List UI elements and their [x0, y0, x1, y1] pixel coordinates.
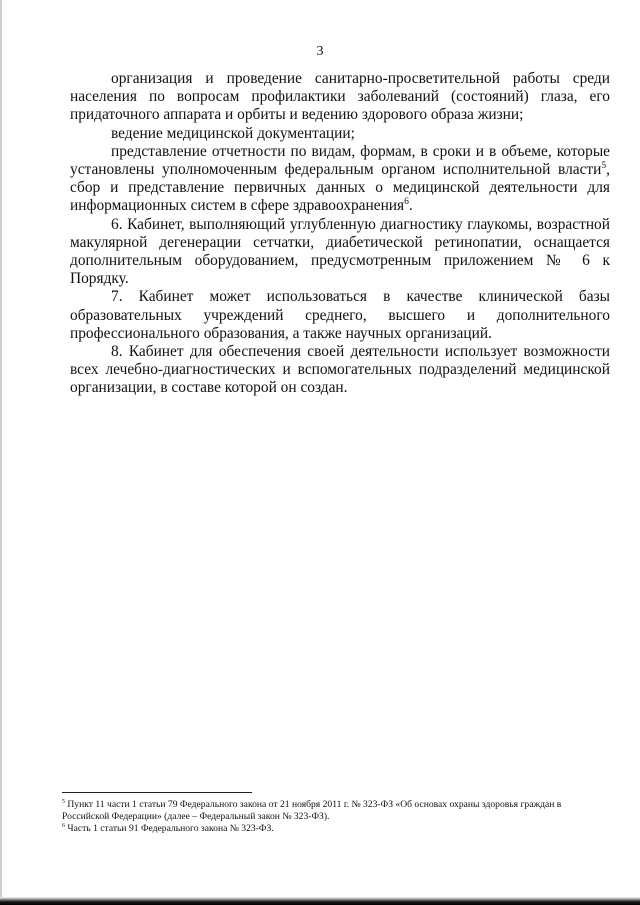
paragraph-medical-documentation: ведение медицинской документации;: [111, 124, 355, 142]
footnote-ref-6: 6: [404, 196, 409, 208]
footnote-6-text: Часть 1 статьи 91 Федерального закона № 323-ФЗ.: [64, 823, 274, 835]
footnote-6: [62, 823, 610, 835]
footnotes: [62, 799, 610, 836]
reporting-text: представление отчетности по видам, формам, в сроки и в объеме, которые установлены уполномоченным федеральным органом исполнительной власти: [70, 142, 610, 179]
footnote-5-text: Пункт 11 части 1 статьи 79 Федерального закона от 21 ноября 2011 г. № 323-ФЗ «Об основах охраны здоровья граждан в Российской Федерации» (далее – Федеральный закон № 323-ФЗ).: [62, 799, 562, 822]
footnote-mark-6: 6: [62, 823, 65, 829]
reporting-text-continued: , сбор и представление первичных данных о медицинской деятельности для информационных систем в сфере здравоохранения: [70, 161, 610, 215]
page-number: 3: [316, 44, 324, 59]
scan-left-edge: [0, 0, 2, 905]
body-text: [70, 70, 610, 398]
reporting-text-end: .: [408, 197, 413, 215]
paragraph-reporting: [70, 143, 610, 216]
paragraph-8-resources: 8. Кабинет для обеспечения своей деятельности использует возможности всех лечебно-диагностических и вспомогательных подразделений медицинской организации, в составе которой он создан.: [70, 343, 610, 397]
footnote-mark-5: 5: [62, 798, 65, 805]
scan-bottom-edge: [0, 897, 640, 905]
footnote-5: [62, 799, 610, 822]
paragraph-sanitary-education: организация и проведение санитарно-просветительной работы среди населения по вопросам профилактики заболеваний (состояний) глаза, его придаточного аппарата и орбиты и ведению здорового образа жизни;: [70, 70, 610, 124]
footnote-ref-5: 5: [601, 159, 607, 171]
paragraph-6-equipment: 6. Кабинет, выполняющий углубленную диагностику глаукомы, возрастной макулярной дегенерации сетчатки, диабетической ретинопатии, оснащается дополнительным оборудованием, предусмотренным приложением № 6 к Порядку.: [70, 215, 610, 288]
paragraph-7-clinical-base: 7. Кабинет может использоваться в качестве клинической базы образовательных учреждений среднего, высшего и дополнительного профессионального образования, а также научных организаций.: [70, 288, 610, 342]
footnote-divider: [62, 792, 252, 793]
